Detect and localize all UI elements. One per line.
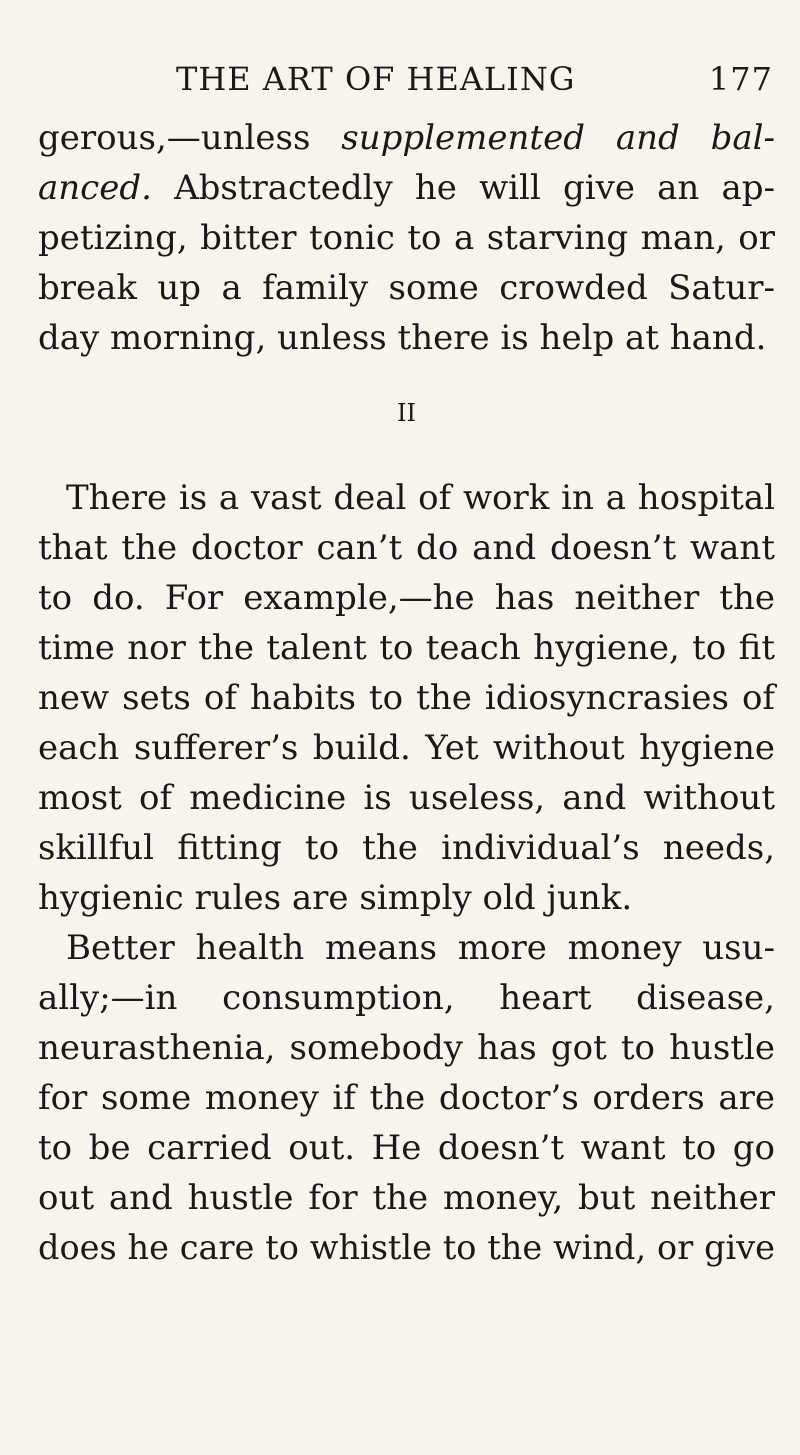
text-line: to be carried out. He doesn’t want to go bbox=[38, 1128, 775, 1168]
italic-phrase: supplemented and bal- bbox=[341, 118, 775, 158]
text-line: that the doctor can’t do and doesn’t want bbox=[38, 528, 775, 568]
text-line: ally;—in consumption, heart disease, bbox=[38, 978, 775, 1018]
text-line: to do. For example,—he has neither the bbox=[38, 578, 775, 618]
text-line: time nor the talent to teach hygiene, to fit bbox=[38, 628, 775, 668]
text-line bbox=[38, 163, 775, 213]
text-span: gerous,—unless bbox=[38, 118, 342, 158]
page-number: 177 bbox=[708, 60, 773, 98]
text-line: hygienic rules are simply old junk. bbox=[38, 878, 633, 918]
text-line: neurasthenia, somebody has got to hustle bbox=[38, 1028, 775, 1068]
text-line bbox=[38, 113, 775, 163]
running-header bbox=[38, 52, 775, 100]
text-line: Better health means more money usu- bbox=[66, 928, 775, 968]
text-line: new sets of habits to the idiosyncrasies of bbox=[38, 678, 775, 718]
text-line: day morning, unless there is help at hand. bbox=[38, 318, 767, 358]
text-line: break up a family some crowded Satur- bbox=[38, 268, 775, 308]
text-line: skillful fitting to the individual’s needs, bbox=[38, 828, 775, 868]
text-span: Abstractedly he will give an ap- bbox=[151, 168, 775, 208]
running-title: THE ART OF HEALING bbox=[176, 60, 576, 98]
italic-phrase: anced. bbox=[38, 168, 152, 208]
section-number: II bbox=[397, 399, 416, 427]
text-line: petizing, bitter tonic to a starving man, or bbox=[38, 218, 775, 258]
text-line: for some money if the doctor’s orders are bbox=[38, 1078, 775, 1118]
text-line: most of medicine is useless, and without bbox=[38, 778, 775, 818]
text-line: out and hustle for the money, but neither bbox=[38, 1178, 775, 1218]
text-line: each sufferer’s build. Yet without hygiene bbox=[38, 728, 775, 768]
text-line: does he care to whistle to the wind, or give bbox=[38, 1228, 775, 1267]
text-line: There is a vast deal of work in a hospital bbox=[66, 478, 775, 518]
